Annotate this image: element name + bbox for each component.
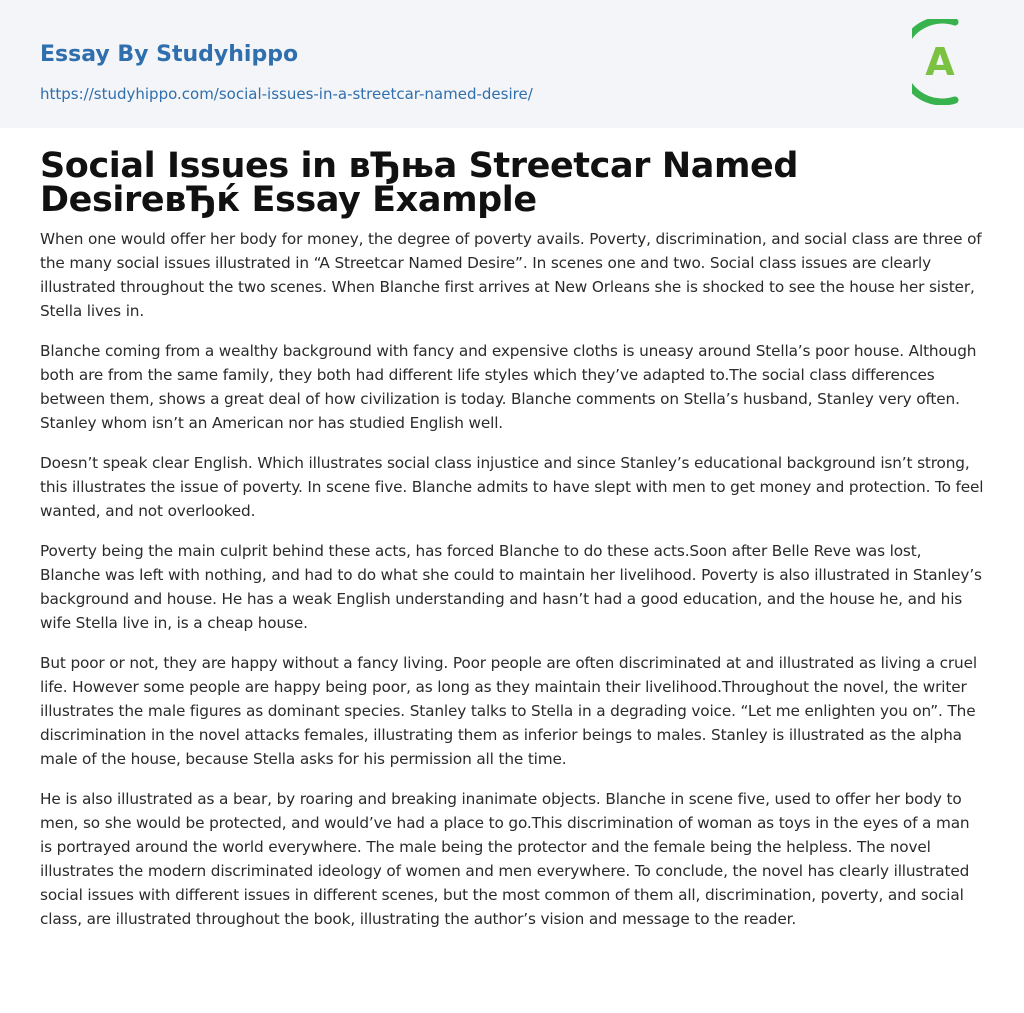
- site-header: [0, 0, 1024, 128]
- essay-paragraph: But poor or not, they are happy without a fancy living. Poor people are often discriminated at and illustrated as living a cruel life. However some people are happy being poor, as long as they maintain their livelihood.Throughout the novel, the writer illustrates the male figures as dominant species. Stanley talks to Stella in a degrading voice. “Let me enlighten you on”. The discrimination in the novel attacks females, illustrating them as inferior beings to males. Stanley is illustrated as the alpha male of the house, because Stella asks for his permission all the time.: [40, 654, 977, 768]
- essay-paragraph: He is also illustrated as a bear, by roaring and breaking inanimate objects. Blanche in scene five, used to offer her body to men, so she would be protected, and would’ve had a place to go.This discrimination of woman as toys in the eyes of a man is portrayed around the world everywhere. The male being the protector and the female being the helpless. The novel illustrates the modern discriminated ideology of women and men everywhere. To conclude, the novel has clearly illustrated social issues with different issues in different scenes, but the most common of them all, discrimination, poverty, and social class, are illustrated throughout the book, illustrating the author’s vision and message to the reader.: [40, 790, 970, 928]
- essay-paragraph: When one would offer her body for money, the degree of poverty avails. Poverty, discrimination, and social class are three of the many social issues illustrated in “A Streetcar Named Desire”. In scenes one and two. Social class issues are clearly illustrated throughout the two scenes. When Blanche first arrives at New Orleans she is shocked to see the house her sister, Stella lives in.: [40, 230, 982, 320]
- site-title[interactable]: Essay By Studyhippo: [40, 42, 299, 67]
- studyhippo-logo-icon[interactable]: [912, 19, 986, 105]
- essay-body: [40, 227, 986, 931]
- essay-paragraph: Poverty being the main culprit behind these acts, has forced Blanche to do these acts.Soon after Belle Reve was lost, Blanche was left with nothing, and had to do what she could to maintain her livelihood. Poverty is also illustrated in Stanley’s background and house. He has a weak English understanding and hasn’t had a good education, and the house he, and his wife Stella live in, is a cheap house.: [40, 542, 982, 632]
- essay-paragraph: Blanche coming from a wealthy background with fancy and expensive cloths is uneasy around Stella’s poor house. Although both are from the same family, they both had different life styles which they’ve adapted to.The social class differences between them, shows a great deal of how civilization is today. Blanche comments on Stella’s husband, Stanley very often. Stanley whom isn’t an American nor has studied English well.: [40, 342, 977, 432]
- essay-title: Social Issues in вЂњa Streetcar Named DesireвЂќ Essay Example: [40, 146, 799, 220]
- logo-letter: A: [925, 40, 955, 84]
- main-content: [0, 128, 1024, 931]
- source-url-link[interactable]: https://studyhippo.com/social-issues-in-a-streetcar-named-desire/: [40, 85, 533, 103]
- essay-paragraph: Doesn’t speak clear English. Which illustrates social class injustice and since Stanley’s educational background isn’t strong, this illustrates the issue of poverty. In scene five. Blanche admits to have slept with men to get money and protection. To feel wanted, and not overlooked.: [40, 454, 984, 520]
